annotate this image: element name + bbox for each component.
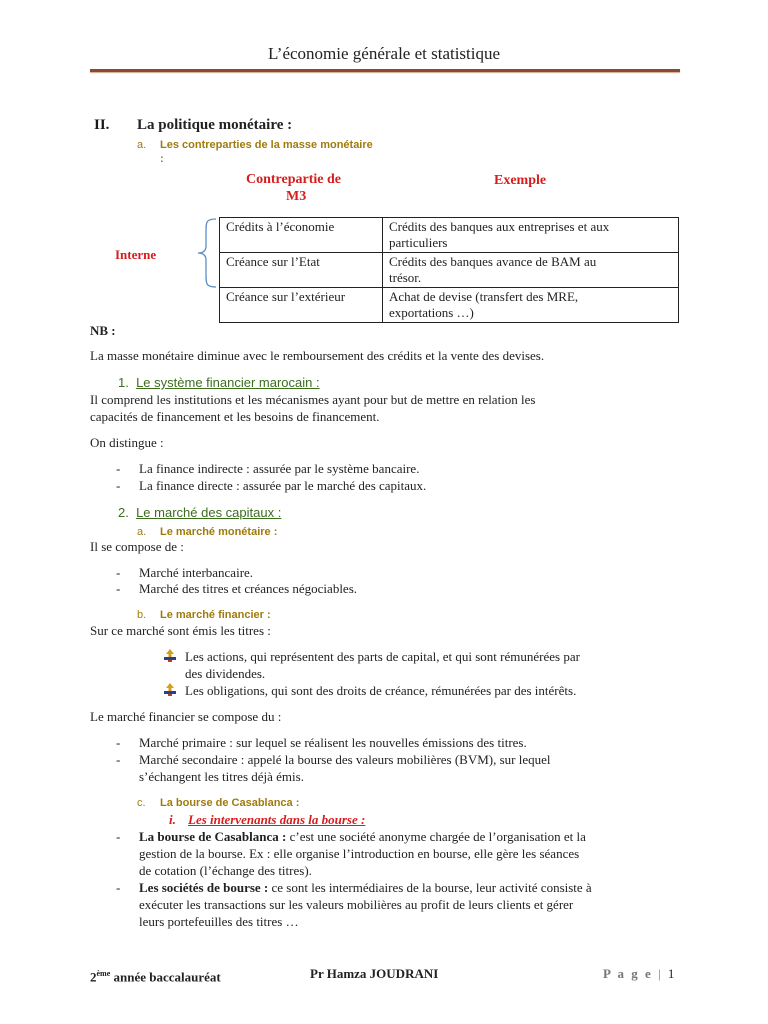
list-item-cont: s’échangent les titres déjà émis. bbox=[139, 769, 304, 784]
table-cell: Crédits des banques avance de BAM au trésor. bbox=[383, 253, 679, 288]
table-header-m3: M3 bbox=[286, 189, 307, 204]
subsection-title: Le marché monétaire : bbox=[160, 526, 278, 538]
contreparties-table bbox=[219, 217, 679, 323]
paragraph-line: Il comprend les institutions et les mécanismes ayant pour but de mettre en relation les bbox=[90, 392, 536, 407]
nb-text: La masse monétaire diminue avec le remboursement des crédits et la vente des devises. bbox=[90, 348, 545, 363]
dash-bullet: - bbox=[116, 880, 121, 895]
list-item-cont: leurs portefeuilles des titres … bbox=[139, 914, 299, 929]
table-row bbox=[220, 218, 679, 253]
list-item-cont: des dividendes. bbox=[185, 666, 266, 681]
list-item-cont: gestion de la bourse. Ex : elle organise l’introduction en bourse, elle gère les séances bbox=[139, 846, 580, 861]
header-rule bbox=[90, 69, 680, 72]
section-title: La politique monétaire : bbox=[137, 117, 293, 133]
list-item: Marché interbancaire. bbox=[139, 565, 254, 580]
list-item: Marché secondaire : appelé la bourse des valeurs mobilières (BVM), sur lequel bbox=[139, 752, 551, 767]
dash-bullet: - bbox=[116, 829, 121, 844]
list-item: La finance indirecte : assurée par le système bancaire. bbox=[139, 461, 420, 476]
list-item: Marché des titres et créances négociables. bbox=[139, 581, 358, 596]
dash-bullet: - bbox=[116, 461, 121, 476]
list-item: La finance directe : assurée par le marché des capitaux. bbox=[139, 478, 427, 493]
curly-brace-icon bbox=[196, 218, 220, 288]
table-row bbox=[220, 288, 679, 323]
arrow-bullet-icon bbox=[163, 683, 177, 697]
arrow-bullet-icon bbox=[163, 649, 177, 663]
dash-bullet: - bbox=[116, 581, 121, 596]
list-item: Les actions, qui représentent des parts de capital, et qui sont rémunérées par bbox=[185, 649, 580, 664]
list-item: La bourse de Casablanca : c’est une société anonyme chargée de l’organisation et la bbox=[139, 829, 586, 844]
dash-bullet: - bbox=[116, 752, 121, 767]
footer-author: Pr Hamza JOUDRANI bbox=[310, 966, 439, 981]
dash-bullet: - bbox=[116, 478, 121, 493]
paragraph-line: Sur ce marché sont émis les titres : bbox=[90, 623, 271, 638]
paragraph-line: capacités de financement et les besoins de financement. bbox=[90, 409, 380, 424]
list-item: Les obligations, qui sont des droits de créance, rémunérées par des intérêts. bbox=[185, 683, 577, 698]
section-number: II. bbox=[94, 117, 110, 133]
heading-marche-capitaux: 2. Le marché des capitaux : bbox=[118, 505, 282, 520]
nb-label: NB : bbox=[90, 323, 116, 338]
table-header-exemple: Exemple bbox=[494, 173, 547, 188]
paragraph-line: Le marché financier se compose du : bbox=[90, 709, 282, 724]
table-cell: Créance sur l’Etat bbox=[220, 253, 383, 288]
list-item-cont: de cotation (l’échange des titres). bbox=[139, 863, 312, 878]
footer-page: P a g e | 1 bbox=[603, 966, 675, 981]
dash-bullet: - bbox=[116, 735, 121, 750]
list-item-cont: exécuter les transactions sur les valeurs mobilières au profit de leurs clients et gérer bbox=[139, 897, 574, 912]
group-label-interne: Interne bbox=[115, 247, 157, 262]
paragraph-line: Il se compose de : bbox=[90, 539, 184, 554]
subsection-a-letter: a. bbox=[137, 139, 147, 151]
subsubsection-number: i. bbox=[169, 812, 176, 827]
subsubsection-title: Les intervenants dans la bourse : bbox=[188, 812, 366, 827]
heading-systeme-financier: 1. Le système financier marocain : bbox=[118, 375, 320, 390]
subsection-letter: a. bbox=[137, 526, 147, 538]
table-cell: Achat de devise (transfert des MRE, exportations …) bbox=[383, 288, 679, 323]
dash-bullet: - bbox=[116, 565, 121, 580]
subsection-a-colon: : bbox=[160, 153, 164, 165]
footer-level: 2ème année baccalauréat bbox=[90, 969, 221, 985]
subsection-title: Le marché financier : bbox=[160, 609, 271, 621]
table-cell: Crédits des banques aux entreprises et aux particuliers bbox=[383, 218, 679, 253]
list-item: Marché primaire : sur lequel se réalisent les nouvelles émissions des titres. bbox=[139, 735, 527, 750]
table-header-contrepartie: Contrepartie de bbox=[246, 172, 341, 187]
paragraph-line: On distingue : bbox=[90, 435, 164, 450]
table-cell: Créance sur l’extérieur bbox=[220, 288, 383, 323]
table-cell: Crédits à l’économie bbox=[220, 218, 383, 253]
table-row bbox=[220, 253, 679, 288]
subsection-title: La bourse de Casablanca : bbox=[160, 797, 300, 809]
subsection-letter: b. bbox=[137, 609, 147, 621]
document-title: L’économie générale et statistique bbox=[267, 44, 501, 63]
subsection-a-title: Les contreparties de la masse monétaire bbox=[160, 139, 373, 151]
list-item: Les sociétés de bourse : ce sont les intermédiaires de la bourse, leur activité consiste à bbox=[139, 880, 592, 895]
subsection-letter: c. bbox=[137, 797, 146, 809]
